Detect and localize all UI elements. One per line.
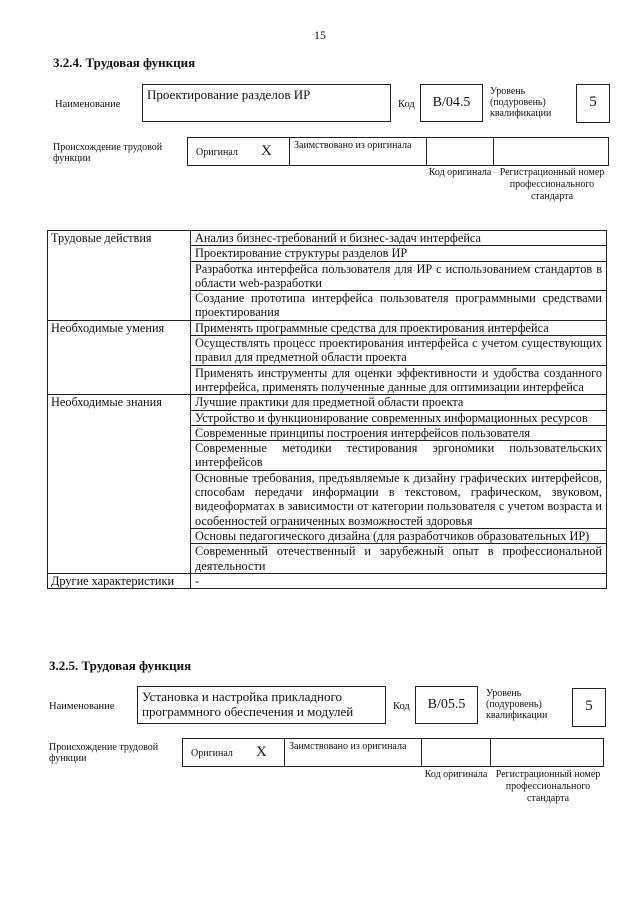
action-item: Создание прототипа интерфейса пользователя программными средствами проектирования [191, 291, 607, 321]
other-label: Другие характеристики [48, 573, 191, 588]
skill-item: Применять инструменты для оценки эффективности и удобства созданного интерфейса, применять полученные данные для оптимизации интерфейса [191, 365, 607, 395]
original-mark: X [256, 744, 267, 760]
original-label: Оригинал [191, 748, 233, 759]
table-row [48, 231, 607, 246]
knowledge-item: Лучшие практики для предметной области проекта [191, 395, 607, 410]
table-row [48, 573, 607, 588]
original-mark: X [261, 143, 272, 159]
borrowed-label: Заимствовано из оригинала [294, 140, 412, 151]
section-title-3-2-4: 3.2.4. Трудовая функция [53, 55, 196, 70]
level-label: Уровень (подуровень) квалификации [486, 688, 548, 721]
action-item: Проектирование структуры разделов ИР [191, 246, 607, 261]
action-item: Анализ бизнес-требований и бизнес-задач интерфейса [191, 231, 607, 246]
code-label: Код [398, 99, 415, 110]
skills-label: Необходимые умения [48, 320, 191, 394]
skill-item: Осуществлять процесс проектирования интерфейса с учетом существующих правил для предметной области проекта [191, 336, 607, 366]
action-item: Разработка интерфейса пользователя для ИР с использованием стандартов в области web-разработки [191, 261, 607, 291]
origin-row [182, 738, 604, 767]
other-value: - [191, 573, 607, 588]
name-label: Наименование [55, 99, 121, 110]
knowledge-item: Современные принципы построения интерфейсов пользователя [191, 425, 607, 440]
knowledge-item: Современный отечественный и зарубежный опыт в профессиональной деятельности [191, 544, 607, 574]
level-label: Уровень (подуровень) квалификации [490, 86, 552, 119]
reg-number-caption: Регистрационный номер профессионального стандарта [499, 167, 605, 202]
actions-label: Трудовые действия [48, 231, 191, 321]
origin-code-caption: Код оригинала [428, 167, 492, 178]
level-value: 5 [576, 84, 610, 123]
borrowed-label: Заимствовано из оригинала [289, 741, 407, 752]
section-title-3-2-5: 3.2.5. Трудовая функция [49, 658, 192, 673]
knowledge-item: Основы педагогического дизайна (для разработчиков образовательных ИР) [191, 528, 607, 543]
knowledge-item: Основные требования, предъявляемые к дизайну графических интерфейсов, способам передачи информации в текстовом, графическом, звуковом, видеоформатах в зависимости от категории пользователя с учетом возраста и особенностей ограниченных возможностей здоровья [191, 470, 607, 528]
knowledge-item: Устройство и функционирование современных информационных ресурсов [191, 410, 607, 425]
level-value: 5 [572, 688, 606, 727]
skill-item: Применять программные средства для проектирования интерфейса [191, 320, 607, 335]
function-name-value: Проектирование разделов ИР [142, 84, 391, 122]
function-details-table [47, 230, 607, 589]
function-name-value: Установка и настройка прикладного программного обеспечения и модулей [137, 686, 386, 724]
function-code-value: B/04.5 [420, 84, 483, 122]
knowledge-label: Необходимые знания [48, 395, 191, 574]
table-row [48, 395, 607, 410]
knowledge-item: Современные методики тестирования эргономики пользовательских интерфейсов [191, 441, 607, 471]
origin-label: Происхождение трудовой функции [49, 742, 159, 764]
reg-number-caption: Регистрационный номер профессионального стандарта [495, 769, 601, 804]
original-label: Оригинал [196, 147, 238, 158]
origin-label: Происхождение трудовой функции [53, 142, 163, 164]
function-code-value: B/05.5 [415, 686, 478, 724]
name-label: Наименование [49, 701, 115, 712]
origin-row [187, 137, 609, 166]
page-number: 15 [314, 28, 326, 42]
origin-code-caption: Код оригинала [424, 769, 488, 780]
code-label: Код [393, 701, 410, 712]
table-row [48, 320, 607, 335]
